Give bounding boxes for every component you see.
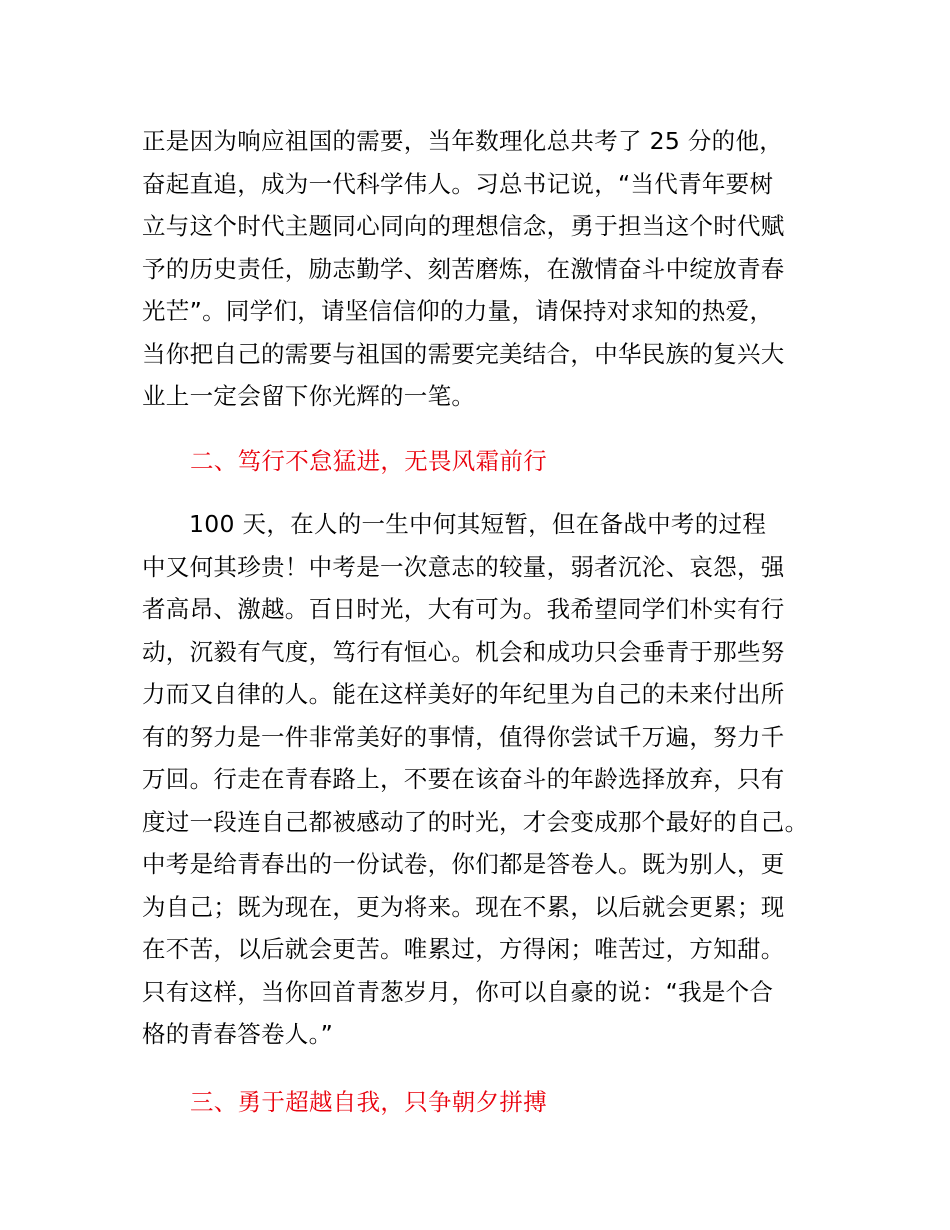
paragraph-line: 动，沉毅有气度，笃行有恒心。机会和成功只会垂青于那些努: [142, 637, 785, 666]
paragraph-line: 立与这个时代主题同心同向的理想信念，勇于担当这个时代赋: [142, 212, 785, 240]
paragraph-line: 中又何其珍贵！中考是一次意志的较量，弱者沉沦、哀怨，强: [142, 552, 785, 581]
paragraph-line: 业上一定会留下你光辉的一笔。: [142, 382, 476, 410]
paragraph-line: 奋起直追，成为一代科学伟人。习总书记说，“当代青年要树: [142, 169, 774, 198]
section-heading-3: 三、勇于超越自我，只争朝夕拼搏: [190, 1088, 547, 1116]
paragraph-line: 100 天，在人的一生中何其短暂，但在备战中考的过程: [189, 510, 767, 538]
paragraph-line: 格的青春答卷人。”: [142, 1020, 334, 1048]
paragraph-1: [142, 120, 822, 418]
paragraph-line: 中考是给青春出的一份试卷，你们都是答卷人。既为别人，更: [142, 850, 785, 878]
section-heading-2: 二、笃行不怠猛进，无畏风霜前行: [190, 447, 547, 475]
paragraph-line: 只有这样，当你回首青葱岁月，你可以自豪的说：“我是个合: [142, 977, 774, 1006]
paragraph-line: 者高昂、激越。百日时光，大有可为。我希望同学们朴实有行: [142, 595, 785, 623]
paragraph-line: 度过一段连自己都被感动了的时光，才会变成那个最好的自己。: [142, 807, 809, 836]
paragraph-line: 力而又自律的人。能在这样美好的年纪里为自己的未来付出所: [142, 680, 785, 708]
paragraph-2: [142, 503, 822, 1056]
paragraph-line: 予的历史责任，励志勤学、刻苦磨炼，在激情奋斗中绽放青春: [142, 254, 785, 283]
paragraph-line: 有的努力是一件非常美好的事情，值得你尝试千万遍，努力千: [142, 722, 785, 751]
paragraph-line: 当你把自己的需要与祖国的需要完美结合，中华民族的复兴大: [142, 339, 785, 368]
paragraph-line: 为自己；既为现在，更为将来。现在不累，以后就会更累；现: [142, 892, 785, 921]
paragraph-line: 正是因为响应祖国的需要，当年数理化总共考了 25 分的他，: [142, 127, 784, 155]
paragraph-line: 在不苦，以后就会更苦。唯累过，方得闲；唯苦过，方知甜。: [142, 935, 785, 963]
paragraph-line: 光芒”。同学们，请坚信信仰的力量，请保持对求知的热爱，: [142, 297, 774, 325]
paragraph-line: 万回。行走在青春路上，不要在该奋斗的年龄选择放弃，只有: [142, 765, 785, 793]
